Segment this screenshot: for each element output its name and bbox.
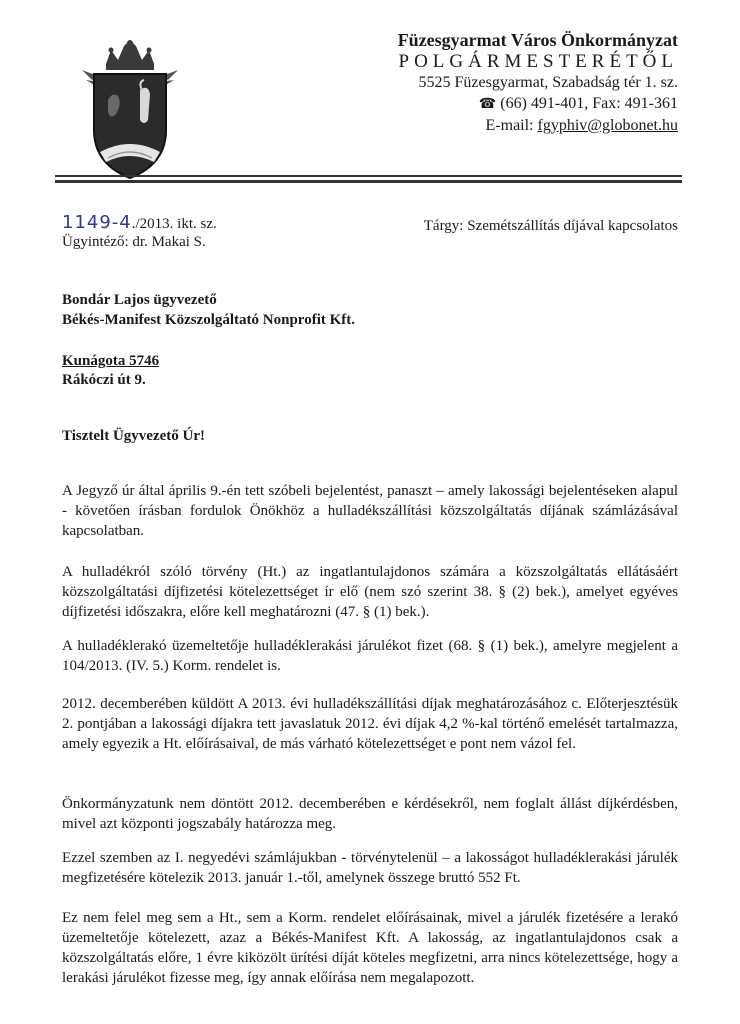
paragraph-2: A hulladékról szóló törvény (Ht.) az ingatlantulajdonos számára a közszolgáltatás ellátásáért közszolgáltatási díjfizetési kötelezettséget ír elő (nem szó szerint 38. § (2) bek.), amelyet egyéves díjfizetési időszakra, előre kell meghatározni (47. § (1) bek.). (62, 564, 678, 620)
organization-name: Füzesgyarmat Város Önkormányzat (397, 30, 678, 50)
header-divider-thick (55, 180, 682, 183)
paragraph-5: Önkormányzatunk nem döntött 2012. decemberében e kérdésekről, nem foglalt állást díjkérdésben, mivel azt központi jogszabály határozza meg. (62, 796, 678, 832)
organization-department: POLGÁRMESTERÉTŐL (398, 51, 678, 72)
paragraph-3: A hulladéklerakó üzemeltetője hulladéklerakási járulékot fizet (68. § (1) bek.), amelyre megjelent a 104/2013. (IV. 5.) Korm. rendelet is. (62, 638, 678, 674)
subject-line: Tárgy: Szemétszállítás díjával kapcsolatos (423, 218, 678, 234)
paragraph-7: Ez nem felel meg sem a Ht., sem a Korm. rendelet előírásainak, mivel a járulék fizetésére a lerakó üzemeltetője kötelezett, azaz a Békés-Manifest Kft. A lakosság, az ingatlantulajdonos csak a közszolgáltatás előre, 1 évre kiközölt ürítési díját köteles megfizetni, arra nincs kötelezettsége, hogy a lerakási járulékot fizesse meg, így annak előírása nem megalapozott. (62, 910, 678, 986)
organization-address: 5525 Füzesgyarmat, Szabadság tér 1. sz. (418, 74, 678, 91)
email-link[interactable]: fgyphiv@globonet.hu (537, 117, 678, 134)
paragraph-6: Ezzel szemben az I. negyedévi számlájukban - törvénytelenül – a lakosságot hulladéklerakási járulék megfizetésére kötelezik 2013. január 1.-től, amelynek összege bruttó 552 Ft. (62, 850, 678, 886)
recipient-name: Bondár Lajos ügyvezető (62, 292, 217, 308)
reference-number (62, 214, 217, 233)
letterhead (398, 30, 678, 136)
recipient-company: Békés-Manifest Közszolgáltató Nonprofit Kft. (62, 312, 356, 328)
coat-of-arms-icon (78, 40, 182, 180)
organization-email (398, 115, 678, 136)
phone-fax-text: (66) 491-401, Fax: 491-361 (500, 95, 678, 112)
paragraph-4: 2012. decemberében küldött A 2013. évi hulladékszállítási díjak meghatározásához c. Előterjesztésük 2. pontjában a lakossági díjakra tett javaslatuk 2012. évi díjak 4,2 %-kal történő emelését tartalmazza, amely egyezik a Ht. előírásaival, de más várható kötelezettséget e pont nem vázol fel. (62, 696, 678, 752)
recipient-city: Kunágota 5746 (62, 353, 160, 369)
reference-block (62, 214, 217, 251)
recipient-address (62, 352, 159, 390)
recipient-block (62, 290, 355, 330)
email-label: E-mail: (485, 117, 538, 134)
salutation: Tisztelt Ügyvezető Úr! (62, 428, 205, 444)
recipient-street: Rákóczi út 9. (62, 372, 146, 388)
handler: Ügyintéző: dr. Makai S. (62, 234, 206, 250)
reference-suffix: ./2013. ikt. sz. (131, 216, 217, 232)
header-divider (55, 175, 682, 177)
organization-phone (398, 93, 678, 115)
handwritten-number: 1149-4 (62, 212, 132, 233)
paragraph-1: A Jegyző úr által április 9.-én tett szóbeli bejelentést, panaszt – amely lakossági bejelentéseken alapul - követően írásban fordulok Önökhöz a hulladékszállítási közszolgáltatás díjának számlázásával kapcsolatban. (62, 483, 678, 539)
telephone-icon: ☎ (478, 97, 497, 112)
